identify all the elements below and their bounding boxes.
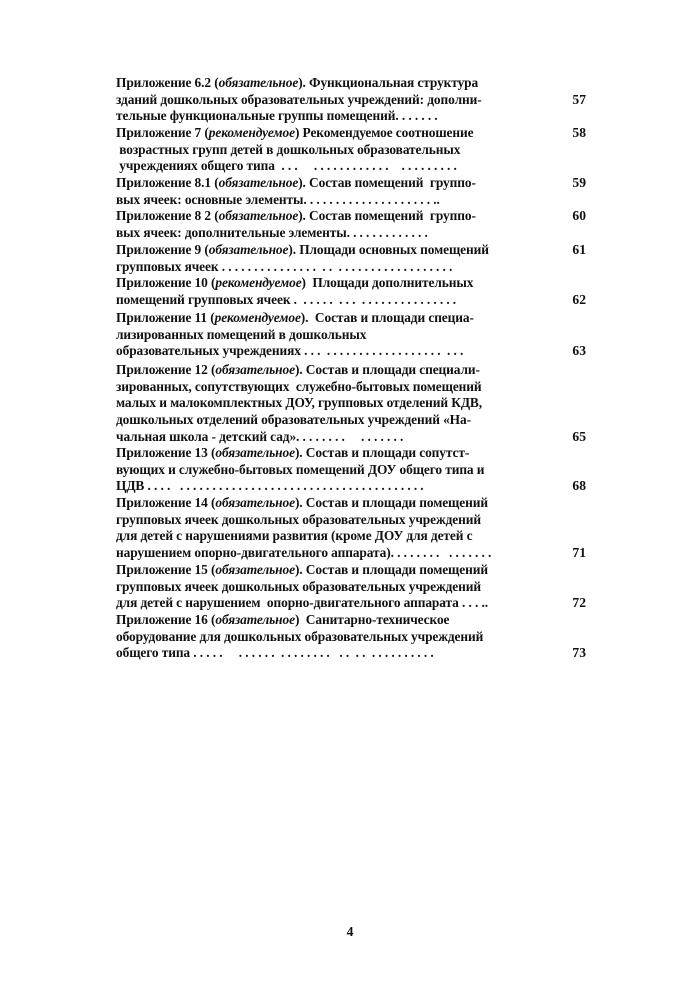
toc-entry-line xyxy=(116,512,481,528)
toc-entry-text: ) Рекомендуемое соотношение xyxy=(294,125,474,140)
toc-entry-text: Приложение 8.1 ( xyxy=(116,175,219,190)
toc-entry-line xyxy=(116,242,489,258)
toc-entry-line xyxy=(116,343,463,359)
toc-entry-text: ). Состав и площади помещений xyxy=(294,562,488,577)
toc-entry-text: ). Площади основных помещений xyxy=(288,242,489,257)
toc-entry-text: Приложение 11 ( xyxy=(116,310,215,325)
toc-entry-text: нарушением опорно-двигательного аппарата). . . . . . . . . . . . . . . xyxy=(116,545,492,561)
toc-entry-text: вых ячеек: основные элементы. . . . . . . . . . . . . . . . . . . . .. xyxy=(116,191,440,207)
toc-entry-page: 58 xyxy=(572,125,586,140)
toc-entry xyxy=(116,310,586,360)
toc-entry-text: для детей с нарушениями развития (кроме ДОУ для детей с xyxy=(116,528,473,544)
toc-entry-text: оборудование для дошкольных образовательных учреждений xyxy=(116,628,484,644)
toc-entry-line xyxy=(116,545,491,561)
toc-entry-page: 68 xyxy=(572,478,586,494)
toc-entry-page: 73 xyxy=(572,645,586,661)
toc-entry-text: общего типа . . . . . . . . . . . . . . . . . . . . . . . . . . . . . . . . . xyxy=(116,645,434,661)
toc-entry-status: обязательное xyxy=(215,445,295,460)
toc-entry-text: чальная школа - детский сад». . . . . . . . . . . . . . . xyxy=(116,428,404,444)
toc-entry-text: учреждениях общего типа . . . . . . . . . . . . . . . . . . . . . . . . xyxy=(116,158,457,174)
toc-entry-line xyxy=(116,645,434,661)
toc-entry-text: Приложение 10 ( xyxy=(116,275,216,290)
toc-entry-line xyxy=(116,478,424,494)
page-number: 4 xyxy=(346,924,354,939)
toc-entry-text: малых и малокомплектных ДОУ, групповых отделений КДВ, xyxy=(116,395,483,411)
toc-entry-line xyxy=(116,462,484,478)
toc-entry-text: ) Площади дополнительных xyxy=(301,275,474,290)
toc-entry-text: ЦДВ . . . . . . . . . . . . . . . . . . . . . . . . . . . . . . . . . . . . . . . . . . xyxy=(116,478,424,494)
toc-entry xyxy=(116,75,586,125)
toc-entry-status: обязательное xyxy=(218,175,299,190)
toc-entry-text: Приложение 7 ( xyxy=(116,125,209,140)
toc-entry-text: ). Состав и площади специали- xyxy=(294,362,480,377)
toc-entry-line xyxy=(116,495,488,511)
toc-entry-text: лизированных помещений в дошкольных xyxy=(116,326,367,342)
toc-entry-page: 60 xyxy=(572,208,586,223)
toc-entry-status: обязательное xyxy=(215,495,295,510)
toc-entry xyxy=(116,445,586,495)
toc-entry-text: групповых ячеек дошкольных образовательных учреждений xyxy=(116,511,481,527)
toc-entry-text: ). Состав и площади сопутст- xyxy=(294,445,470,460)
toc-entry-page: 59 xyxy=(572,175,586,190)
toc-entry-line xyxy=(116,75,478,91)
toc-entry-status: обязательное xyxy=(208,242,289,257)
toc-entry-text: вующих и служебно-бытовых помещений ДОУ общего типа и xyxy=(116,461,485,477)
toc-entry-text: ). Функциональная структура xyxy=(298,75,479,90)
toc-entry-line xyxy=(116,579,481,595)
toc-entry-line xyxy=(116,395,482,411)
toc-entry-status: обязательное xyxy=(218,75,299,90)
toc-entry-line xyxy=(116,175,476,191)
toc-entry-text: групповых ячеек . . . . . . . . . . . . . . . . . . . . . . . . . . . . . . . . . . . xyxy=(116,258,453,274)
toc-entry-text: тельные функциональные группы помещений. . . . . . . xyxy=(116,108,438,124)
toc-entry-status: рекомендуемое xyxy=(215,275,302,290)
toc-entry-text: помещений групповых ячеек . . . . . . . . . . . . . . . . . . . . . . . . xyxy=(116,291,457,307)
toc-entry-page: 63 xyxy=(572,343,586,359)
toc-entry-line xyxy=(116,562,488,578)
toc-entry-line xyxy=(116,445,469,461)
toc-entry-text: образовательных учреждениях . . . . . . . . . . . . . . . . . . . . . . . . xyxy=(116,343,464,359)
toc-entry-page: 62 xyxy=(572,291,586,307)
toc-entry xyxy=(116,242,586,275)
toc-entry-status: обязательное xyxy=(218,208,299,223)
toc-entry-text: Приложение 8 2 ( xyxy=(116,208,219,223)
toc-entry-line xyxy=(116,595,488,611)
toc-entry xyxy=(116,562,586,612)
toc-entry-line xyxy=(116,528,472,544)
toc-entry-text: Приложение 16 ( xyxy=(116,612,216,627)
toc-entry-line xyxy=(116,259,452,275)
toc-entry-line xyxy=(116,275,473,291)
toc-entry-status: обязательное xyxy=(215,612,295,627)
toc-entry-status: рекомендуемое xyxy=(214,310,301,325)
toc-entry-status: обязательное xyxy=(215,562,295,577)
toc-entry-page: 57 xyxy=(572,91,586,107)
toc-entry-line xyxy=(116,292,456,308)
toc-entry-page: 65 xyxy=(572,428,586,444)
toc-entry-line xyxy=(116,92,482,108)
toc-entry-text: Приложение 15 ( xyxy=(116,562,216,577)
toc-entry-status: рекомендуемое xyxy=(208,125,295,140)
toc-entry-line xyxy=(116,429,403,445)
toc-entry-line xyxy=(116,158,457,174)
toc-entry-line xyxy=(116,192,440,208)
toc-entry xyxy=(116,125,586,175)
toc-entry-text: зданий дошкольных образовательных учреждений: дополни- xyxy=(116,91,482,107)
toc-entry-line xyxy=(116,142,460,158)
toc-entry-text: Приложение 13 ( xyxy=(116,445,216,460)
toc-entry-text: Приложение 9 ( xyxy=(116,242,209,257)
toc-entry-text: для детей с нарушением опорно-двигательного аппарата . . . .. xyxy=(116,595,488,611)
toc-entry-line xyxy=(116,612,449,628)
toc-entry-text: Приложение 14 ( xyxy=(116,495,216,510)
toc-entry-line xyxy=(116,310,474,326)
toc-entry-line xyxy=(116,629,483,645)
toc-entry-text: ). Состав и площади специа- xyxy=(300,310,474,325)
toc-entry-text: зированных, сопутствующих служебно-бытовых помещений xyxy=(116,378,482,394)
toc-entry-line xyxy=(116,208,476,224)
toc-entry-page: 71 xyxy=(572,545,586,561)
toc-entry-line xyxy=(116,412,471,428)
toc-entry xyxy=(116,208,586,241)
toc-entry-text: дошкольных отделений образовательных учреждений «На- xyxy=(116,412,471,428)
toc-entry-text: возрастных групп детей в дошкольных образовательных xyxy=(116,141,461,157)
toc-entry xyxy=(116,175,586,208)
toc-entry-line xyxy=(116,362,480,378)
toc-entry-page: 72 xyxy=(572,595,586,611)
toc-entry-text: ) Санитарно-техническое xyxy=(294,612,450,627)
toc-entry xyxy=(116,275,586,308)
toc-entry-text: ). Состав помещений группо- xyxy=(298,175,476,190)
toc-entry-status: обязательное xyxy=(215,362,295,377)
toc-entry-text: Приложение 12 ( xyxy=(116,362,216,377)
toc-entry-line xyxy=(116,327,366,343)
toc-entry xyxy=(116,612,586,662)
toc-entry-line xyxy=(116,379,482,395)
toc-entry xyxy=(116,362,586,446)
toc-entry-text: Приложение 6.2 ( xyxy=(116,75,219,90)
toc-entry-page: 61 xyxy=(572,242,586,257)
toc-entry-text: ). Состав помещений группо- xyxy=(298,208,476,223)
toc-entry-text: ). Состав и площади помещений xyxy=(294,495,488,510)
toc-entry xyxy=(116,495,586,562)
toc-entry-text: вых ячеек: дополнительные элементы. . . . . . . . . . . . . xyxy=(116,224,428,240)
toc-entry-line xyxy=(116,225,428,241)
toc-entry-line xyxy=(116,125,473,141)
toc-entry-text: групповых ячеек дошкольных образовательных учреждений xyxy=(116,578,481,594)
toc-entry-line xyxy=(116,108,438,124)
